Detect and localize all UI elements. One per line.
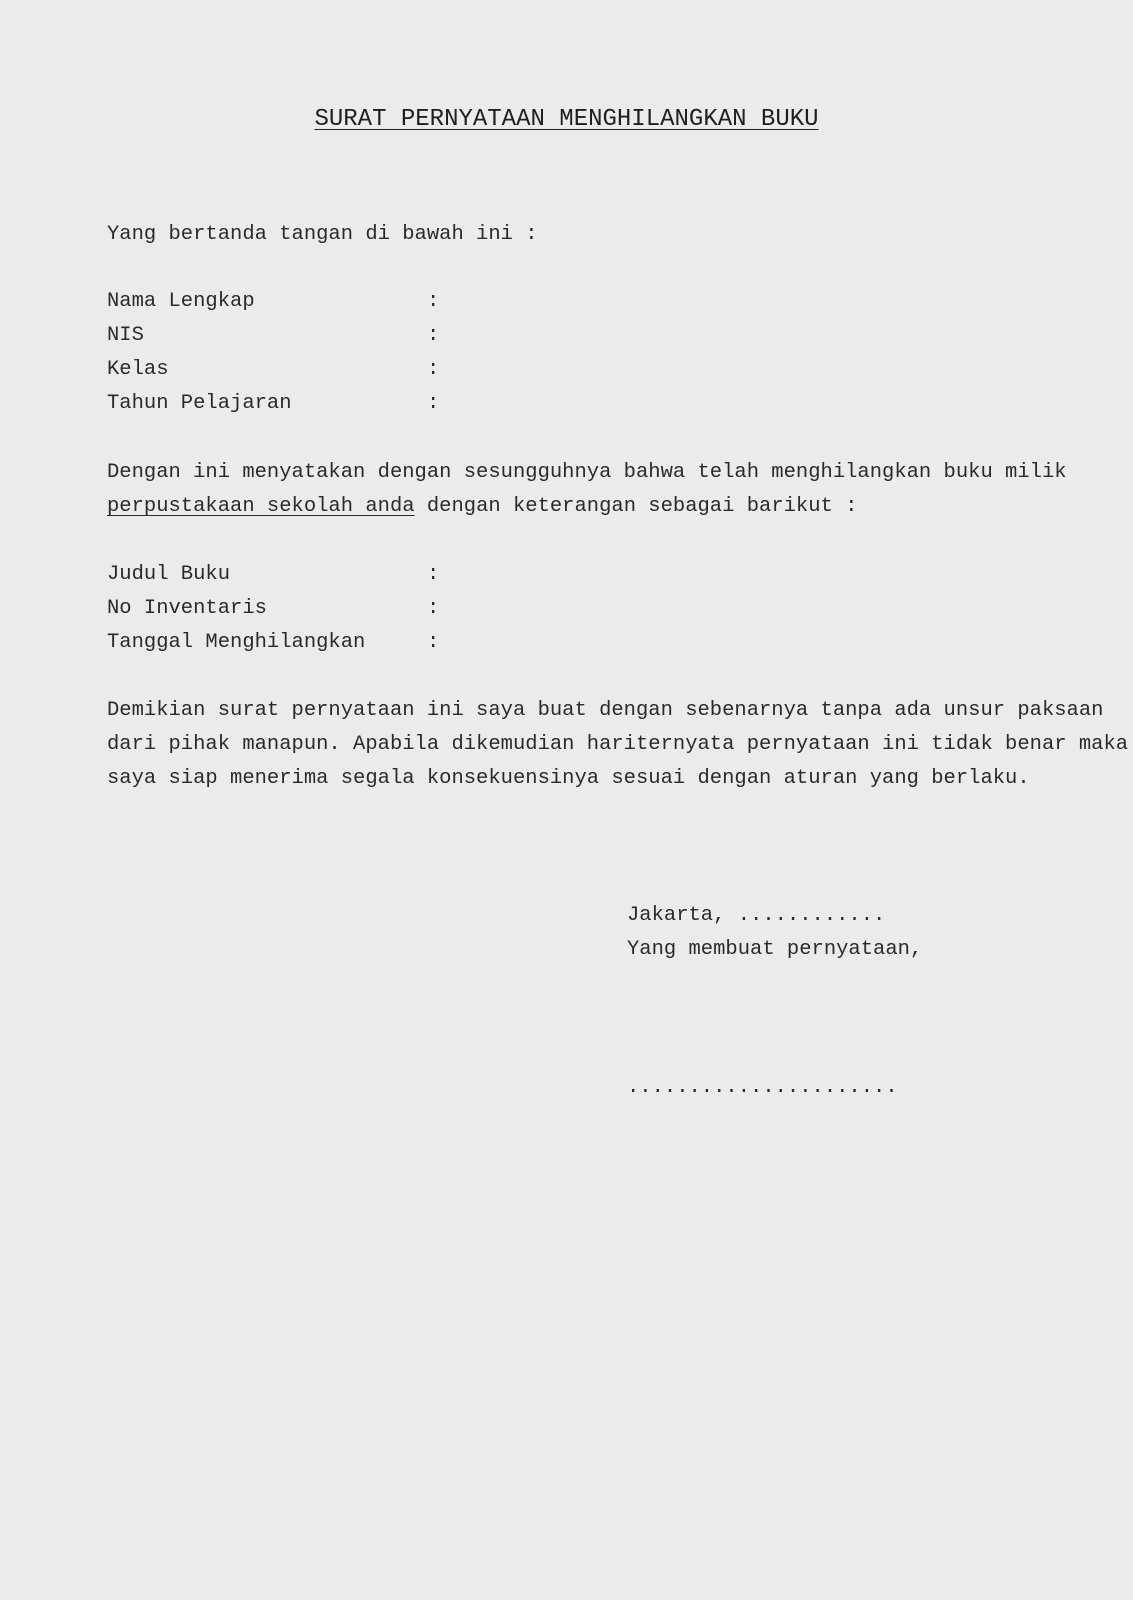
field-colon: : xyxy=(427,563,440,586)
closing-line-2: dari pihak manapun. Apabila dikemudian hariternyata pernyataan ini tidak benar maka xyxy=(107,733,1129,756)
closing-line-3: saya siap menerima segala konsekuensinya sesuai dengan aturan yang berlaku. xyxy=(107,767,1030,790)
signature-name-placeholder: ...................... xyxy=(627,1076,898,1099)
field-label-judul-buku: Judul Buku xyxy=(107,563,231,586)
statement-line-2 xyxy=(107,493,857,521)
intro-text: Yang bertanda tangan di bawah ini : xyxy=(107,223,538,246)
statement-underlined-text: perpustakaan sekolah anda xyxy=(107,495,415,518)
field-colon: : xyxy=(427,324,440,347)
field-label-tahun-pelajaran: Tahun Pelajaran xyxy=(107,392,292,415)
field-colon: : xyxy=(427,631,440,654)
field-label-tanggal-menghilangkan: Tanggal Menghilangkan xyxy=(107,631,366,654)
statement-line-1: Dengan ini menyatakan dengan sesungguhnya bahwa telah menghilangkan buku milik xyxy=(107,461,1067,484)
field-colon: : xyxy=(427,290,440,313)
closing-line-1: Demikian surat pernyataan ini saya buat dengan sebenarnya tanpa ada unsur paksaan xyxy=(107,699,1104,722)
field-colon: : xyxy=(427,358,440,381)
document-title-text: SURAT PERNYATAAN MENGHILANGKAN BUKU xyxy=(314,106,819,133)
signature-role: Yang membuat pernyataan, xyxy=(627,938,923,961)
document-title xyxy=(0,106,1133,133)
field-colon: : xyxy=(427,597,440,620)
field-label-kelas: Kelas xyxy=(107,358,169,381)
field-label-nama-lengkap: Nama Lengkap xyxy=(107,290,255,313)
statement-line-2-rest: dengan keterangan sebagai barikut : xyxy=(414,495,858,518)
field-label-nis: NIS xyxy=(107,324,144,347)
field-colon: : xyxy=(427,392,440,415)
field-label-no-inventaris: No Inventaris xyxy=(107,597,267,620)
signature-place-date: Jakarta, ............ xyxy=(627,904,886,927)
